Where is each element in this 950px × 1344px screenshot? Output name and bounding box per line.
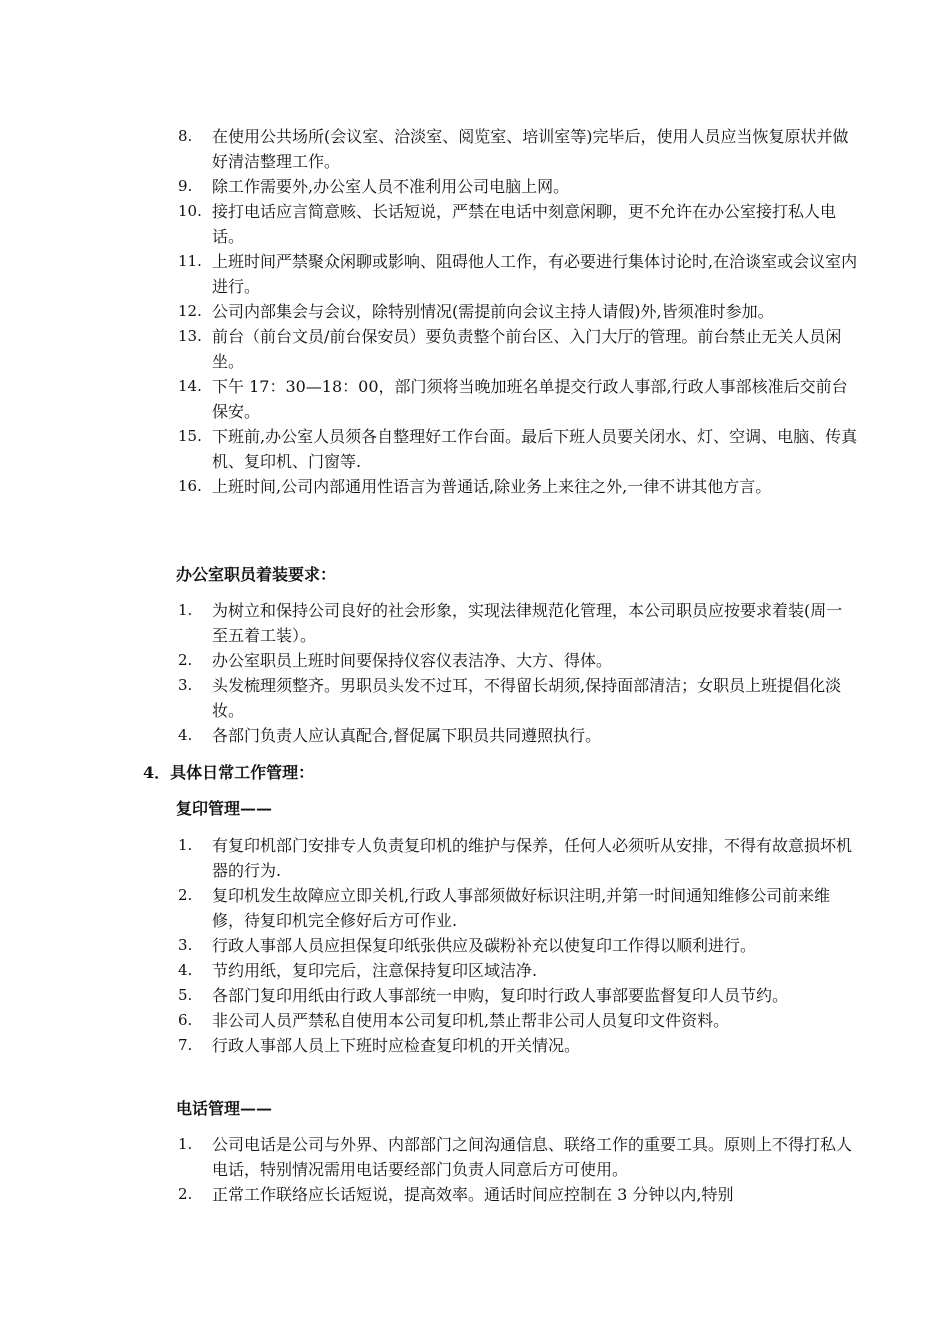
list-item (178, 933, 858, 958)
item-text: 为树立和保持公司良好的社会形象，实现法律规范化管理，本公司职员应按要求着装(周一至五着工装）。 (212, 601, 843, 645)
list-item (178, 474, 858, 499)
list-item (178, 424, 858, 474)
list-item (178, 1182, 858, 1207)
item-number: 14. (178, 377, 202, 395)
item-number: 16. (178, 477, 202, 495)
list-item (178, 1008, 858, 1033)
item-number: 3. (178, 936, 193, 954)
item-number: 13. (178, 327, 202, 345)
item-number: 9. (178, 177, 193, 195)
item-text: 公司电话是公司与外界、内部部门之间沟通信息、联络工作的重要工具。原则上不得打私人电话，特别情况需用电话要经部门负责人同意后方可使用。 (212, 1135, 853, 1179)
item-text: 下午 17：30—18：00，部门须将当晚加班名单提交行政人事部,行政人事部核准后交前台保安。 (212, 377, 848, 421)
item-text: 复印机发生故障应立即关机,行政人事部须做好标识注明,并第一时间通知维修公司前来维修，待复印机完全修好后方可作业. (212, 886, 831, 930)
item-number: 11. (178, 252, 202, 270)
item-text: 除工作需要外,办公室人员不准利用公司电脑上网。 (212, 177, 570, 196)
item-text: 上班时间严禁聚众闲聊或影响、阻碍他人工作，有必要进行集体讨论时,在洽谈室或会议室内进行。 (212, 252, 858, 296)
list-item (178, 598, 858, 648)
section-4-heading: 4．具体日常工作管理： (143, 763, 315, 782)
item-number: 10. (178, 202, 202, 220)
item-number: 4. (178, 961, 193, 979)
phone-management-list (178, 1132, 858, 1207)
item-number: 2. (178, 1185, 193, 1203)
item-number: 1. (178, 836, 193, 854)
dress-code-heading: 办公室职员着装要求： (176, 565, 337, 584)
item-text: 各部门负责人应认真配合,督促属下职员共同遵照执行。 (212, 726, 602, 745)
office-rules-list (178, 124, 858, 499)
list-item (178, 673, 858, 723)
item-number: 3. (178, 676, 193, 694)
item-number: 15. (178, 427, 202, 445)
item-text: 行政人事部人员应担保复印纸张供应及碳粉补充以使复印工作得以顺利进行。 (212, 936, 757, 955)
list-item (178, 124, 858, 174)
list-item (178, 983, 858, 1008)
item-text: 有复印机部门安排专人负责复印机的维护与保养，任何人必须听从安排，不得有故意损坏机器的行为. (212, 836, 853, 880)
list-item (178, 833, 858, 883)
item-number: 2. (178, 886, 193, 904)
list-item (178, 958, 858, 983)
item-number: 12. (178, 302, 202, 320)
list-item (178, 324, 858, 374)
item-text: 公司内部集会与会议，除特别情况(需提前向会议主持人请假)外,皆须准时参加。 (212, 302, 774, 321)
item-number: 4. (178, 726, 193, 744)
copy-management-list (178, 833, 858, 1058)
item-text: 非公司人员严禁私自使用本公司复印机,禁止帮非公司人员复印文件资料。 (212, 1011, 730, 1030)
item-text: 在使用公共场所(会议室、洽淡室、阅览室、培训室等)完毕后，使用人员应当恢复原状并做好清洁整理工作。 (212, 127, 849, 171)
dress-code-list (178, 598, 858, 748)
list-item (178, 1132, 858, 1182)
item-text: 前台（前台文员/前台保安员）要负责整个前台区、入门大厅的管理。前台禁止无关人员闲坐。 (212, 327, 842, 371)
item-text: 接打电话应言简意赅、长话短说，严禁在电话中刻意闲聊，更不允许在办公室接打私人电话。 (212, 202, 837, 246)
item-number: 5. (178, 986, 193, 1004)
list-item (178, 1033, 858, 1058)
item-text: 办公室职员上班时间要保持仪容仪表洁净、大方、得体。 (212, 651, 613, 670)
list-item (178, 199, 858, 249)
list-item (178, 883, 858, 933)
item-text: 头发梳理须整齐。男职员头发不过耳，不得留长胡须,保持面部清洁；女职员上班提倡化淡妆。 (212, 676, 842, 720)
copy-management-heading: 复印管理—— (176, 799, 273, 818)
item-number: 2. (178, 651, 193, 669)
item-text: 行政人事部人员上下班时应检查复印机的开关情况。 (212, 1036, 581, 1055)
list-item (178, 299, 858, 324)
item-text: 正常工作联络应长话短说，提高效率。通话时间应控制在 3 分钟以内,特别 (212, 1185, 734, 1204)
item-number: 7. (178, 1036, 193, 1054)
item-text: 节约用纸，复印完后，注意保持复印区域洁净. (212, 961, 538, 980)
list-item (178, 249, 858, 299)
item-text: 上班时间,公司内部通用性语言为普通话,除业务上来往之外,一律不讲其他方言。 (212, 477, 772, 496)
list-item (178, 723, 858, 748)
item-number: 1. (178, 601, 193, 619)
item-number: 8. (178, 127, 193, 145)
list-item (178, 648, 858, 673)
item-text: 各部门复印用纸由行政人事部统一申购，复印时行政人事部要监督复印人员节约。 (212, 986, 789, 1005)
list-item (178, 374, 858, 424)
item-text: 下班前,办公室人员须各自整理好工作台面。最后下班人员要关闭水、灯、空调、电脑、传真机、复印机、门窗等. (212, 427, 858, 471)
list-item (178, 174, 858, 199)
item-number: 1. (178, 1135, 193, 1153)
phone-management-heading: 电话管理—— (176, 1099, 273, 1118)
item-number: 6. (178, 1011, 193, 1029)
